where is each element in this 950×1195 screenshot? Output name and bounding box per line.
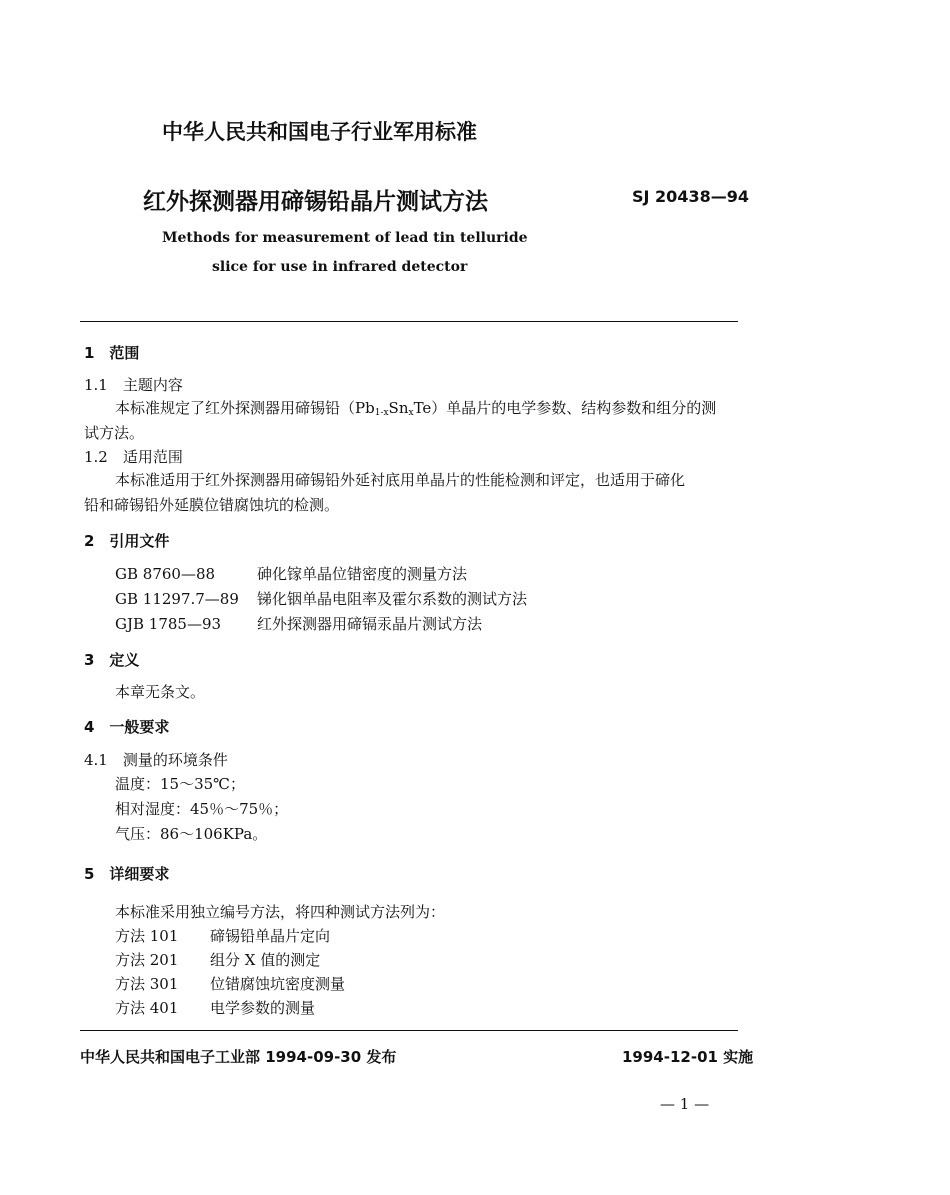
reference-code: GB 8760—88 xyxy=(115,565,216,583)
method-number: 方法 201 xyxy=(115,951,179,969)
section-4-heading: 4 一般要求 xyxy=(84,718,170,736)
method-number: 方法 401 xyxy=(115,999,179,1017)
issuer-line: 中华人民共和国电子工业部 1994-09-30 发布 xyxy=(80,1048,397,1066)
method-number: 方法 301 xyxy=(115,975,179,993)
method-name: 组分 X 值的测定 xyxy=(210,951,321,969)
section-5-heading: 5 详细要求 xyxy=(84,865,170,883)
section-2-heading: 2 引用文件 xyxy=(84,532,170,550)
section-3-heading: 3 定义 xyxy=(84,651,140,669)
section-5-intro: 本标准采用独立编号方法，将四种测试方法列为： xyxy=(115,903,446,921)
effective-date: 1994-12-01 实施 xyxy=(622,1048,754,1066)
humidity-condition: 相对湿度：45％～75％； xyxy=(115,800,289,818)
section-1-2-text-line1: 本标准适用于红外探测器用碲锡铅外延衬底用单晶片的性能检测和评定，也适用于碲化 xyxy=(115,471,686,489)
section-3-text: 本章无条文。 xyxy=(115,683,206,701)
reference-name: 红外探测器用碲镉汞晶片测试方法 xyxy=(257,615,483,633)
method-name: 位错腐蚀坑密度测量 xyxy=(210,975,346,993)
section-4-1-heading: 4.1 测量的环境条件 xyxy=(84,751,228,769)
reference-name: 锑化铟单晶电阻率及霍尔系数的测试方法 xyxy=(257,590,528,608)
standard-number: SJ 20438—94 xyxy=(632,187,749,206)
reference-code: GB 11297.7—89 xyxy=(115,590,239,608)
text-part: Te）单晶片的电学参数、结构参数和组分的测 xyxy=(413,399,717,417)
text-part: Sn xyxy=(388,399,409,417)
page-number: — 1 — xyxy=(660,1095,710,1113)
subscript: x xyxy=(408,408,414,418)
method-number: 方法 101 xyxy=(115,927,179,945)
method-name: 电学参数的测量 xyxy=(210,999,316,1017)
document-title: 红外探测器用碲锡铅晶片测试方法 xyxy=(143,189,488,215)
pressure-condition: 气压：86～106KPa。 xyxy=(115,825,268,843)
reference-name: 砷化镓单晶位错密度的测量方法 xyxy=(257,565,468,583)
section-1-1-text-line1 xyxy=(115,396,716,425)
section-1-heading: 1 范围 xyxy=(84,344,140,362)
reference-code: GJB 1785—93 xyxy=(115,615,222,633)
section-1-1-text-line2: 试方法。 xyxy=(84,424,145,442)
section-1-1-heading: 1.1 主题内容 xyxy=(84,376,183,394)
method-name: 碲锡铅单晶片定向 xyxy=(210,927,331,945)
english-title-line1: Methods for measurement of lead tin telluride xyxy=(162,230,528,246)
footer-divider xyxy=(80,1030,738,1031)
header-divider xyxy=(80,321,738,322)
issuing-org-title: 中华人民共和国电子行业军用标准 xyxy=(162,120,477,144)
section-1-2-heading: 1.2 适用范围 xyxy=(84,448,183,466)
text-part: 本标准规定了红外探测器用碲锡铅（Pb xyxy=(115,399,375,417)
subscript: 1-x xyxy=(374,408,389,418)
english-title-line2: slice for use in infrared detector xyxy=(212,259,468,275)
temperature-condition: 温度：15～35℃； xyxy=(115,775,245,793)
section-1-2-text-line2: 铅和碲锡铅外延膜位错腐蚀坑的检测。 xyxy=(84,496,340,514)
